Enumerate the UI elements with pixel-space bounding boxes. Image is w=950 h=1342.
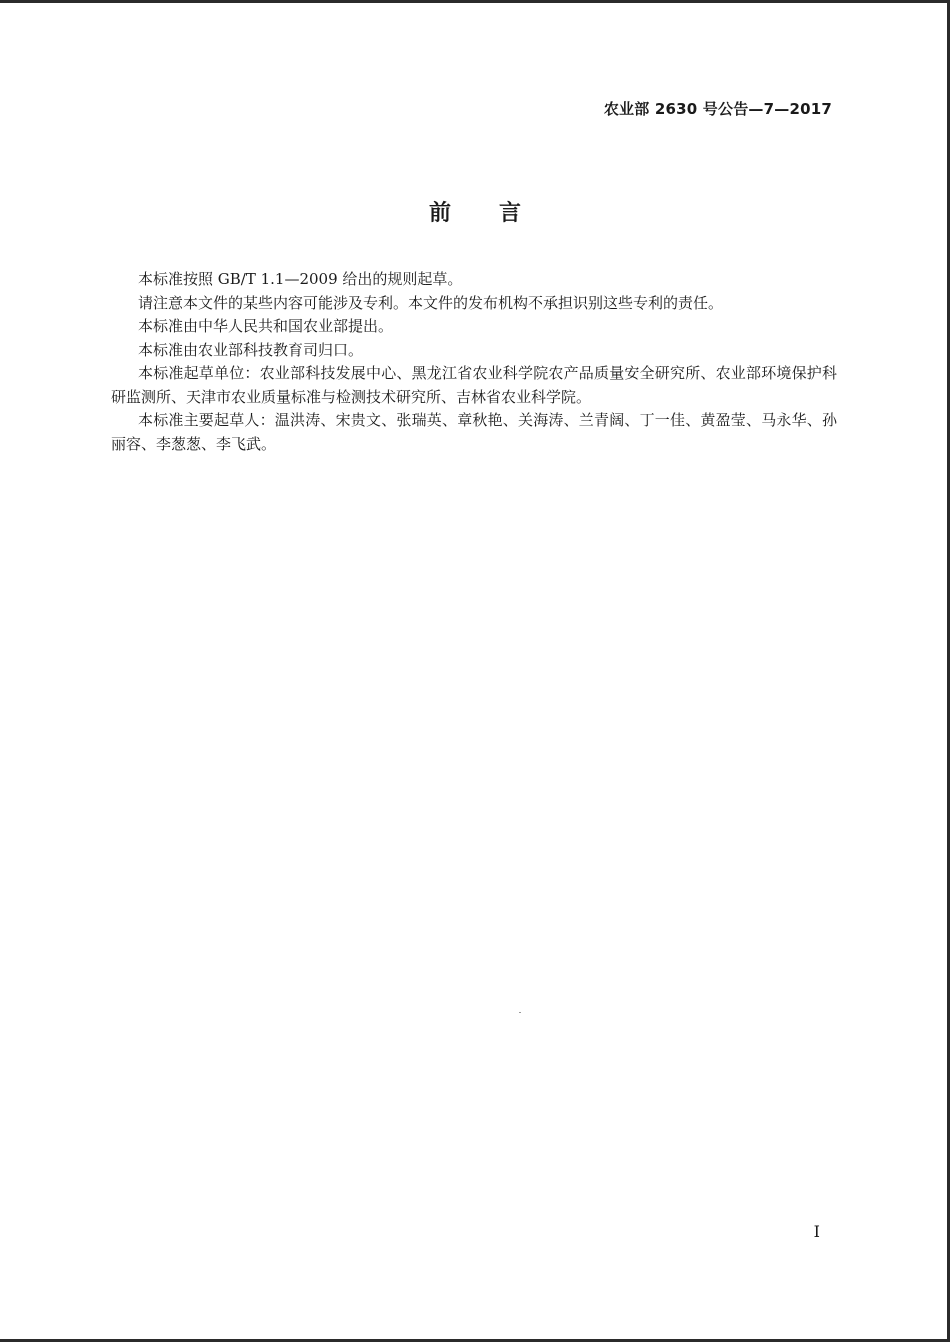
paragraph-centralized-by: 本标准由农业部科技教育司归口。 bbox=[138, 340, 364, 359]
paragraph-drafting-units: 本标准起草单位：农业部科技发展中心、黑龙江省农业科学院农产品质量安全研究所、农业部环境保护科研监测所、天津市农业质量标准与检测技术研究所、吉林省农业科学院。 bbox=[111, 364, 837, 406]
paragraph-proposed-by: 本标准由中华人民共和国农业部提出。 bbox=[138, 317, 394, 335]
document-code: 农业部 2630 号公告—7—2017 bbox=[603, 100, 832, 118]
paragraph-patent-notice: 请注意本文件的某些内容可能涉及专利。本文件的发布机构不承担识别这些专利的责任。 bbox=[138, 293, 724, 312]
page-number: I bbox=[813, 1222, 820, 1241]
scan-speck bbox=[519, 1012, 521, 1013]
page-title: 前言 bbox=[428, 201, 569, 226]
paragraph-drafters: 本标准主要起草人：温洪涛、宋贵文、张瑞英、章秋艳、关海涛、兰青阔、丁一佳、黄盈莹、马永华、孙丽容、李葱葱、李飞武。 bbox=[111, 411, 837, 453]
scan-border-top bbox=[0, 0, 950, 3]
paragraph-drafting-rules: 本标准按照 GB/T 1.1—2009 给出的规则起草。 bbox=[138, 270, 463, 288]
preface-body bbox=[111, 268, 837, 456]
